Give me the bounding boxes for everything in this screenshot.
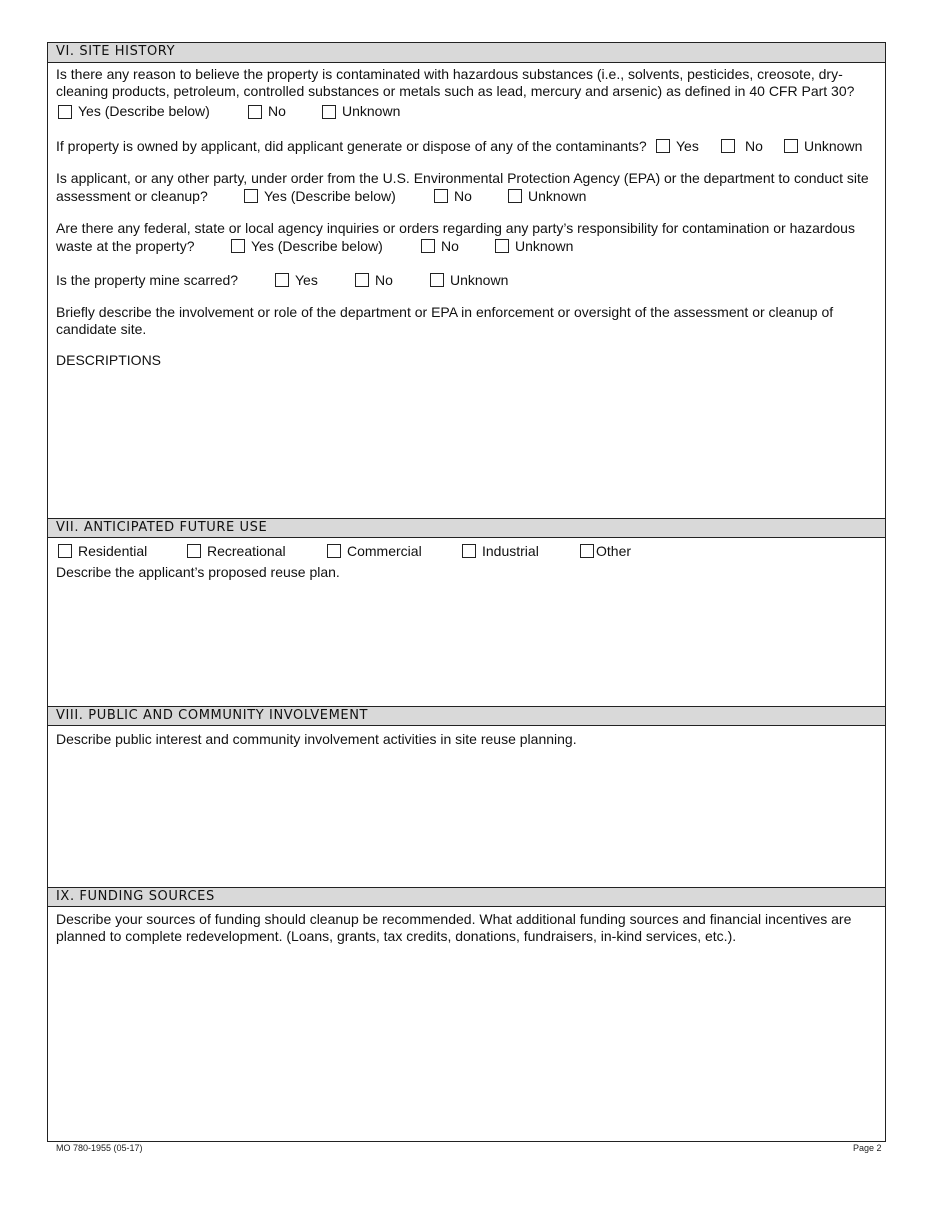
q4-no-label: No bbox=[441, 238, 459, 254]
section-header-site-history: VI. SITE HISTORY bbox=[48, 43, 885, 63]
section-header-funding: IX. FUNDING SOURCES bbox=[48, 887, 885, 907]
application-form-page bbox=[47, 42, 886, 1142]
industrial-label: Industrial bbox=[482, 543, 539, 559]
section-header-community: VIII. PUBLIC AND COMMUNITY INVOLVEMENT bbox=[48, 706, 885, 726]
page-number: Page 2 bbox=[853, 1143, 882, 1153]
funding-text-area[interactable] bbox=[49, 948, 884, 1138]
q5-yes-checkbox[interactable] bbox=[275, 273, 289, 287]
residential-label: Residential bbox=[78, 543, 148, 559]
q5-no-checkbox[interactable] bbox=[355, 273, 369, 287]
q4-unknown-checkbox[interactable] bbox=[495, 239, 509, 253]
funding-prompt: Describe your sources of funding should cleanup be recommended. What additional funding sources and financial incentives are planned to complete redevelopment. (Loans, grants, tax credits, donations, fundraisers, in-kind services, etc.). bbox=[56, 911, 852, 944]
q2-unknown-label: Unknown bbox=[804, 138, 863, 154]
other-checkbox[interactable] bbox=[580, 544, 594, 558]
other-label: Other bbox=[596, 543, 632, 559]
q4-yes-label: Yes (Describe below) bbox=[251, 238, 383, 254]
descriptions-label: DESCRIPTIONS bbox=[56, 352, 162, 368]
q4-inquiries-text-line1: Are there any federal, state or local agency inquiries or orders regarding any party’s responsibility for contamination or hazardous bbox=[56, 220, 855, 236]
commercial-checkbox[interactable] bbox=[327, 544, 341, 558]
q5-unknown-label: Unknown bbox=[450, 272, 509, 288]
q3-unknown-checkbox[interactable] bbox=[508, 189, 522, 203]
q2-yes-label: Yes bbox=[676, 138, 699, 154]
q3-order-text-line2: assessment or cleanup? bbox=[56, 188, 208, 204]
reuse-plan-prompt: Describe the applicant’s proposed reuse plan. bbox=[56, 564, 340, 580]
q5-yes-label: Yes bbox=[295, 272, 318, 288]
industrial-checkbox[interactable] bbox=[462, 544, 476, 558]
q3-no-checkbox[interactable] bbox=[434, 189, 448, 203]
section-header-future-use: VII. ANTICIPATED FUTURE USE bbox=[48, 518, 885, 538]
q4-unknown-label: Unknown bbox=[515, 238, 574, 254]
q2-unknown-checkbox[interactable] bbox=[784, 139, 798, 153]
q5-no-label: No bbox=[375, 272, 393, 288]
q2-no-checkbox[interactable] bbox=[721, 139, 735, 153]
q5-mine-scarred-text: Is the property mine scarred? bbox=[56, 272, 239, 288]
q1-unknown-checkbox[interactable] bbox=[322, 105, 336, 119]
q1-yes-label: Yes (Describe below) bbox=[78, 103, 210, 119]
q2-no-label: No bbox=[745, 138, 763, 154]
q6-enforcement-role-text: Briefly describe the involvement or role of the department or EPA in enforcement or oversight of the assessment or cleanup of candidate site. bbox=[56, 304, 834, 337]
q1-no-checkbox[interactable] bbox=[248, 105, 262, 119]
recreational-checkbox[interactable] bbox=[187, 544, 201, 558]
recreational-label: Recreational bbox=[207, 543, 286, 559]
q3-order-text-line1: Is applicant, or any other party, under order from the U.S. Environmental Protection Agency (EPA) or the department to conduct site bbox=[56, 170, 869, 186]
q3-unknown-label: Unknown bbox=[528, 188, 587, 204]
q1-no-label: No bbox=[268, 103, 286, 119]
q3-no-label: No bbox=[454, 188, 472, 204]
q4-yes-checkbox[interactable] bbox=[231, 239, 245, 253]
q4-inquiries-text-line2: waste at the property? bbox=[56, 238, 195, 254]
q4-no-checkbox[interactable] bbox=[421, 239, 435, 253]
community-prompt: Describe public interest and community involvement activities in site reuse planning. bbox=[56, 731, 577, 747]
commercial-label: Commercial bbox=[347, 543, 422, 559]
q2-yes-checkbox[interactable] bbox=[656, 139, 670, 153]
q2-generate-dispose-text: If property is owned by applicant, did applicant generate or dispose of any of the contaminants? bbox=[56, 138, 647, 154]
q3-yes-label: Yes (Describe below) bbox=[264, 188, 396, 204]
form-number: MO 780-1955 (05-17) bbox=[56, 1143, 143, 1153]
q1-yes-checkbox[interactable] bbox=[58, 105, 72, 119]
q3-yes-checkbox[interactable] bbox=[244, 189, 258, 203]
community-text-area[interactable] bbox=[49, 751, 884, 886]
q1-unknown-label: Unknown bbox=[342, 103, 401, 119]
reuse-plan-text-area[interactable] bbox=[49, 583, 884, 705]
q1-contamination-text: Is there any reason to believe the property is contaminated with hazardous substances (i.e., solvents, pesticides, creosote, dry-cleaning products, petroleum, controlled substances or metals such as lead, mercury and arsenic) as defined in 40 CFR Part 30? bbox=[56, 66, 855, 99]
descriptions-text-area[interactable] bbox=[49, 373, 884, 517]
q5-unknown-checkbox[interactable] bbox=[430, 273, 444, 287]
residential-checkbox[interactable] bbox=[58, 544, 72, 558]
